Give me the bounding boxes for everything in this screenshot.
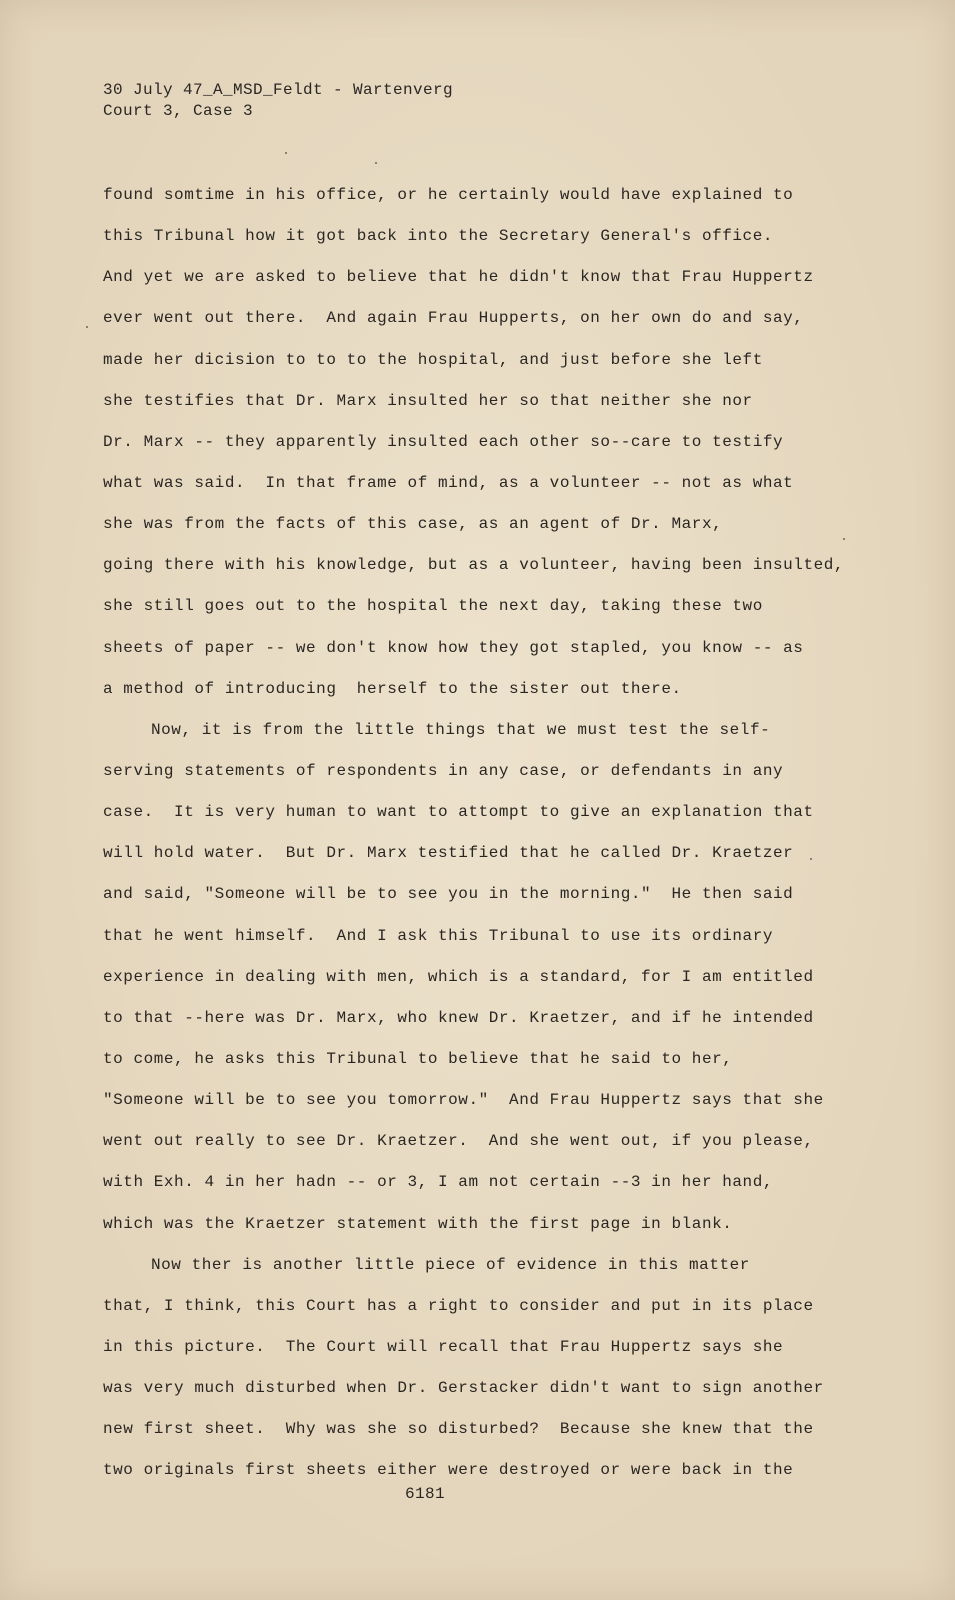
transcript-line: she still goes out to the hospital the next day, taking these two — [103, 597, 763, 616]
transcript-line: will hold water. But Dr. Marx testified that he called Dr. Kraetzer — [103, 844, 794, 863]
transcript-line: serving statements of respondents in any case, or defendants in any — [103, 761, 784, 780]
paper-speck — [86, 326, 88, 328]
transcript-line: experience in dealing with men, which is a standard, for I am entitled — [103, 967, 814, 986]
transcript-line: Dr. Marx -- they apparently insulted each other so--care to testify — [103, 432, 784, 451]
transcript-line: that he went himself. And I ask this Tribunal to use its ordinary — [103, 926, 774, 945]
transcript-line: a method of introducing herself to the sister out there. — [103, 679, 682, 698]
transcript-line: made her dicision to to to the hospital, and just before she left — [103, 350, 763, 369]
transcript-line: found somtime in his office, or he certainly would have explained to — [103, 186, 794, 204]
transcript-line: two originals first sheets either were destroyed or were back in the — [103, 1461, 794, 1480]
transcript-line: going there with his knowledge, but as a volunteer, having been insulted, — [103, 556, 845, 575]
transcript-line: ever went out there. And again Frau Hupperts, on her own do and say, — [103, 309, 804, 328]
transcript-line: she testifies that Dr. Marx insulted her so that neither she nor — [103, 391, 753, 410]
transcript-line: to come, he asks this Tribunal to believe that he said to her, — [103, 1049, 733, 1068]
transcript-line: what was said. In that frame of mind, as a volunteer -- not as what — [103, 473, 794, 492]
header-date-line: 30 July 47_A_MSD_Feldt - Wartenverg — [103, 81, 454, 99]
transcript-line: "Someone will be to see you tomorrow." And Frau Huppertz says that she — [103, 1091, 824, 1110]
transcript-line: with Exh. 4 in her hadn -- or 3, I am not certain --3 in her hand, — [103, 1173, 774, 1192]
paper-speck — [285, 152, 287, 154]
header-court-line: Court 3, Case 3 — [103, 102, 254, 120]
transcript-line: went out really to see Dr. Kraetzer. And she went out, if you please, — [103, 1132, 814, 1151]
transcript-line: to that --here was Dr. Marx, who knew Dr. Kraetzer, and if he intended — [103, 1008, 814, 1027]
paper-speck — [375, 162, 377, 164]
transcript-line: new first sheet. Why was she so disturbed? Because she knew that the — [103, 1420, 814, 1439]
transcript-line: in this picture. The Court will recall that Frau Huppertz says she — [103, 1337, 784, 1356]
transcript-body — [103, 185, 863, 1502]
document-header — [103, 80, 453, 122]
paper-speck — [843, 538, 845, 540]
transcript-line: Now, it is from the little things that we must test the self- — [151, 720, 771, 739]
transcript-line: this Tribunal how it got back into the Secretary General's office. — [103, 227, 774, 246]
transcript-line: was very much disturbed when Dr. Gerstacker didn't want to sign another — [103, 1379, 824, 1398]
transcript-line: sheets of paper -- we don't know how they got stapled, you know -- as — [103, 638, 804, 657]
transcript-line: case. It is very human to want to attompt to give an explanation that — [103, 803, 814, 822]
transcript-line: and said, "Someone will be to see you in the morning." He then said — [103, 885, 794, 904]
paper-speck — [810, 858, 812, 860]
page-number: 6181 — [405, 1485, 446, 1503]
transcript-line: Now ther is another little piece of evidence in this matter — [151, 1255, 750, 1274]
transcript-line: And yet we are asked to believe that he didn't know that Frau Huppertz — [103, 268, 814, 287]
transcript-line: that, I think, this Court has a right to consider and put in its place — [103, 1296, 814, 1315]
transcript-line: she was from the facts of this case, as an agent of Dr. Marx, — [103, 515, 723, 534]
transcript-line: which was the Kraetzer statement with the first page in blank. — [103, 1214, 733, 1233]
